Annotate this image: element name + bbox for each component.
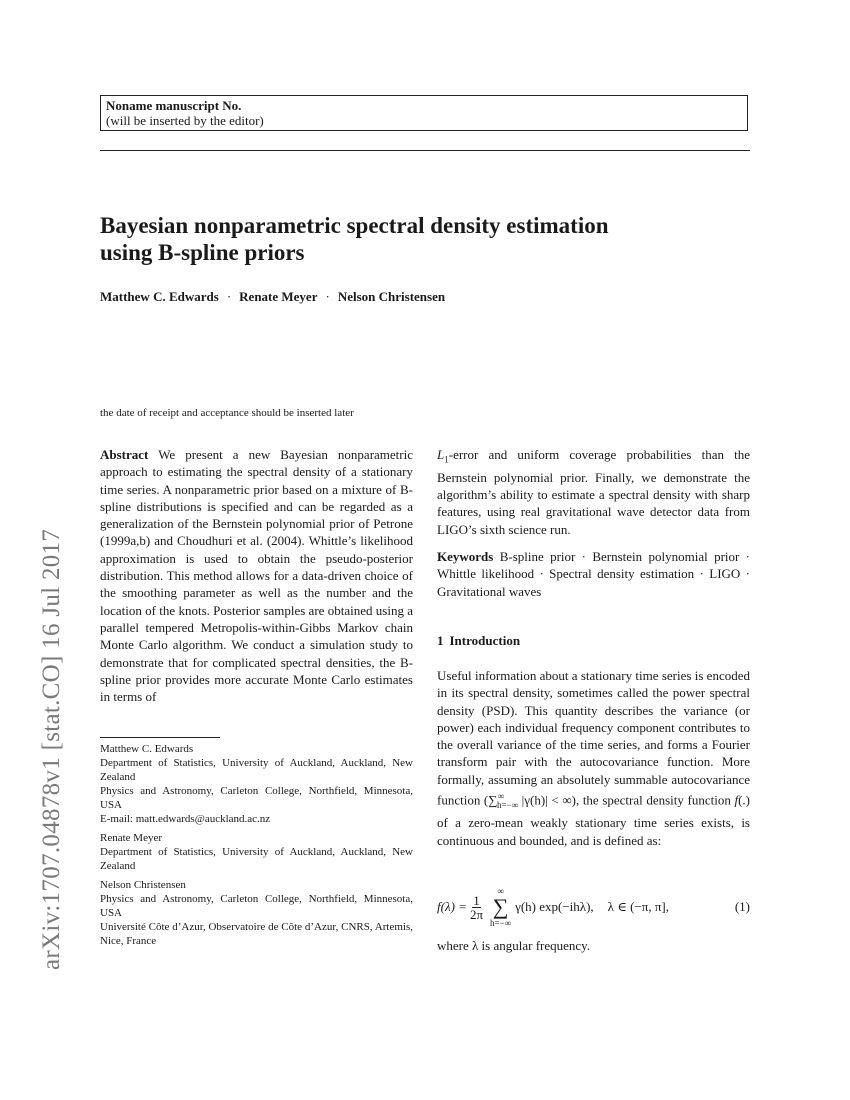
affiliations [100,742,413,953]
intro-paragraph [437,667,750,849]
keywords-label: Keywords [437,549,494,564]
affiliation-line: Department of Statistics, University of Auckland, Auckland, New Zealand [100,757,413,783]
receipt-date-note: the date of receipt and acceptance should be inserted later [100,407,354,419]
abstract-continuation-text: -error and uniform coverage probabilities than the Bernstein polynomial prior. Finally, we demonstrate the algorithm’s ability to estimate a spectral density with sharp features, using real gravitational wave detector data from LIGO’s sixth science run. [437,447,750,537]
affiliation-line: Renate Meyer [100,832,162,844]
section-title: Introduction [449,633,521,648]
abstract-text: We present a new Bayesian nonparametric approach to estimating the spectral density of a stationary time series. A nonparametric prior based on a mixture of B-spline distributions is specified and can be regarded as a generalization of the Bernstein polynomial prior of Petrone (1999a,b) and Choudhuri et al. (2004). Whittle’s likelihood approximation is used to obtain the pseudo-posterior distribution. This method allows for a data-driven choice of the smoothing parameter as well as the number and the location of the knots. Posterior samples are obtained using a parallel tempered Metropolis-within-Gibbs Markov chain Monte Carlo algorithm. We conduct a simulation study to demonstrate that for complicated spectral densities, the B-spline prior provides more accurate Monte Carlo estimates in terms of [100,447,413,705]
affiliation-line: Matthew C. Edwards [100,743,194,755]
affiliation-line: Physics and Astronomy, Carleton College, Northfield, Minnesota, USA [100,785,413,811]
affiliation-block [100,742,413,826]
equation-body: γ(h) exp(−ihλ), [515,899,594,914]
author-name: Renate Meyer [239,289,318,304]
author-separator: · [325,289,330,304]
equation-fraction [470,894,483,921]
intro-text: Useful information about a stationary time series is encoded in its spectral density, sometimes called the power spectral density (PSD). This quantity describes the variance (or power) each individual frequency component contributes to the overall variance of the time series, and forms a Fourier transform pair with the autocovariance function. More formally, assuming an absolutely summable autocovariance function ( [437,668,750,808]
sum-sign: ∑ [492,894,509,919]
arxiv-identifier-stamp: arXiv:1707.04878v1 [stat.CO] 16 Jul 2017 [38,528,65,970]
l1-symbol: L [437,447,445,462]
title-line-2: using B-spline priors [100,240,305,265]
fraction-denominator: 2π [469,906,484,922]
paper-title [100,212,750,266]
post-equation-text: where λ is angular frequency. [437,938,591,953]
manuscript-number-box [100,95,748,131]
editor-note: (will be inserted by the editor) [106,113,264,128]
equation-1 [437,882,750,932]
summation [490,886,511,928]
footnote-rule [100,737,220,738]
header-rule [100,150,750,151]
l1-subscript: 1 [444,454,449,465]
section-number: 1 [437,633,444,648]
intro-text: (.) of a zero-mean weakly stationary time series exists, is continuous and bounded, and is defined as: [437,792,751,848]
keywords-text: B-spline prior · Bernstein polynomial prior · Whittle likelihood · Spectral density estimation · LIGO · Gravitational waves [437,549,751,599]
section-heading [437,633,520,649]
equation-lhs: f(λ) = [437,899,467,914]
author-list [100,289,750,305]
abstract-body [100,446,413,705]
equation-domain: λ ∈ (−π, π], [607,899,669,914]
intro-function-symbol: f [734,792,739,808]
affiliation-line: Nelson Christensen [100,879,186,891]
affiliation-line: Physics and Astronomy, Carleton College, Northfield, Minnesota, USA [100,893,413,919]
keywords [437,548,750,600]
manuscript-label: Noname manuscript No. [106,98,242,113]
author-name: Matthew C. Edwards [100,289,219,304]
affiliation-line: Department of Statistics, University of Auckland, Auckland, New Zealand [100,846,413,872]
affiliation-line: Université Côte d’Azur, Observatoire de Côte d’Azur, CNRS, Artemis, Nice, France [100,921,413,947]
sum-lower-limit: h=−∞ [490,918,512,928]
sum-upper-limit: ∞ [497,886,504,896]
abstract-label: Abstract [100,447,149,462]
abstract-continuation [437,446,750,538]
affiliation-block [100,831,413,873]
inline-sum-sup: ∞ [497,791,504,802]
inline-sum-sub: h=−∞ [496,800,519,810]
equation-number: (1) [734,899,750,914]
author-name: Nelson Christensen [337,289,446,304]
author-separator: · [226,289,232,304]
intro-text: ), the spectral density function [571,792,735,808]
inline-abs: |γ(h)| < ∞ [518,792,572,808]
fraction-numerator: 1 [473,892,480,908]
inline-sum: ∑ [488,792,498,808]
affiliation-block [100,878,413,948]
affiliation-email: E-mail: matt.edwards@auckland.ac.nz [100,813,271,825]
title-line-1: Bayesian nonparametric spectral density estimation [100,213,609,238]
